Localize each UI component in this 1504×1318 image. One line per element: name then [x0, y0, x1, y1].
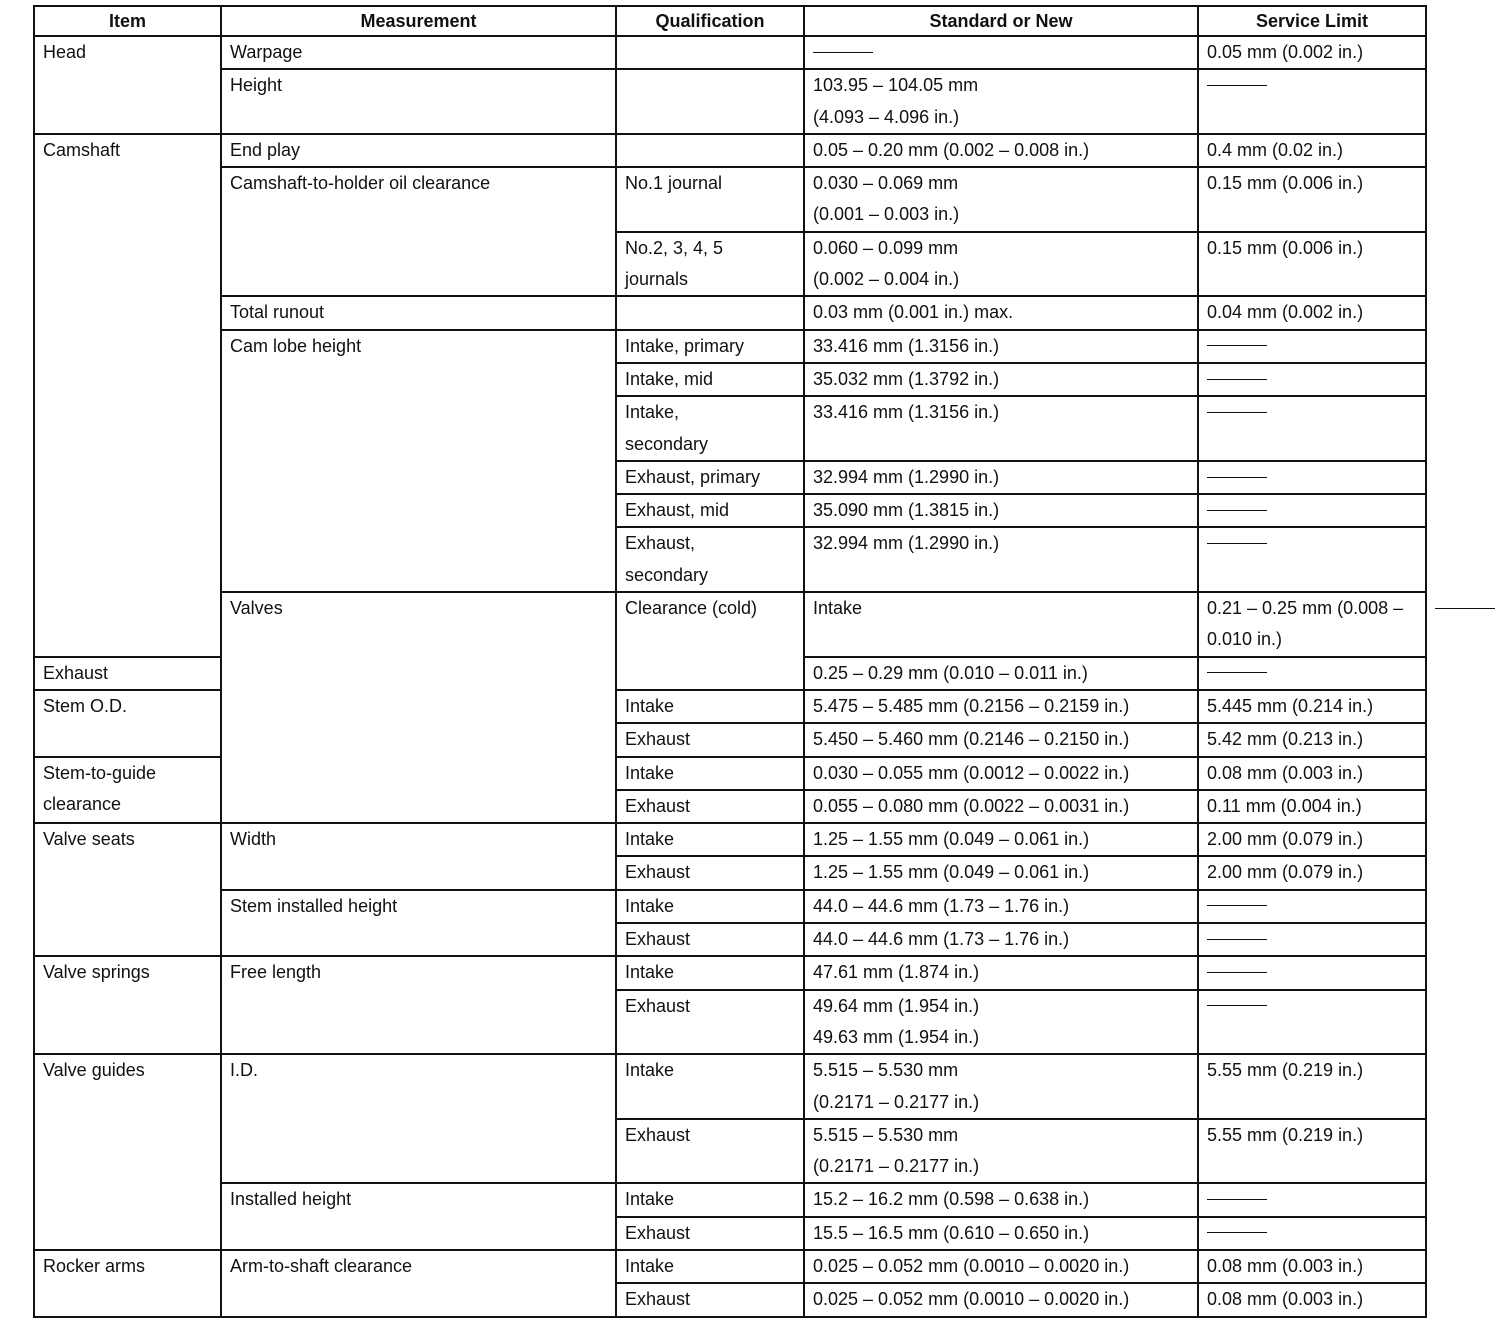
standard-cell: 103.95 – 104.05 mm (4.093 – 4.096 in.) — [804, 69, 1198, 134]
qualification-cell: Exhaust — [616, 723, 804, 756]
dash-mark — [1207, 1232, 1267, 1233]
limit-cell — [1198, 1217, 1426, 1250]
standard-cell: 0.03 mm (0.001 in.) max. — [804, 296, 1198, 329]
qualification-cell: Exhaust — [616, 1217, 804, 1250]
table-row — [34, 1054, 1426, 1119]
qualification-cell: Intake — [804, 592, 1198, 657]
header-standard: Standard or New — [804, 6, 1198, 36]
standard-cell: 32.994 mm (1.2990 in.) — [804, 527, 1198, 592]
qualification-cell — [616, 36, 804, 69]
measurement-cell: Arm-to-shaft clearance — [221, 1250, 616, 1317]
limit-cell: 5.445 mm (0.214 in.) — [1198, 690, 1426, 723]
limit-cell — [1198, 396, 1426, 461]
limit-cell — [1198, 494, 1426, 527]
dash-mark — [1207, 1199, 1267, 1200]
limit-cell: 0.11 mm (0.004 in.) — [1198, 790, 1426, 823]
standard-cell: 33.416 mm (1.3156 in.) — [804, 396, 1198, 461]
limit-cell — [1198, 363, 1426, 396]
table-row — [34, 296, 1426, 329]
qualification-cell — [616, 296, 804, 329]
measurement-cell: Total runout — [221, 296, 616, 329]
limit-cell: 0.05 mm (0.002 in.) — [1198, 36, 1426, 69]
limit-cell: 2.00 mm (0.079 in.) — [1198, 823, 1426, 856]
standard-cell: 0.21 – 0.25 mm (0.008 – 0.010 in.) — [1198, 592, 1426, 657]
limit-cell: 5.55 mm (0.219 in.) — [1198, 1119, 1426, 1184]
standard-cell: 5.475 – 5.485 mm (0.2156 – 0.2159 in.) — [804, 690, 1198, 723]
limit-cell — [1198, 461, 1426, 494]
qualification-cell — [616, 69, 804, 134]
limit-cell — [1198, 956, 1426, 989]
dash-mark — [1207, 345, 1267, 346]
table-row — [34, 330, 1426, 363]
measurement-cell: Height — [221, 69, 616, 134]
measurement-cell: Clearance (cold) — [616, 592, 804, 690]
header-row — [34, 6, 1426, 36]
table-row — [34, 1250, 1426, 1283]
qualification-cell: Intake — [616, 757, 804, 790]
qualification-cell: No.2, 3, 4, 5 journals — [616, 232, 804, 297]
dash-mark — [1207, 672, 1267, 673]
table-row — [34, 1183, 1426, 1216]
dash-mark — [1435, 608, 1495, 609]
limit-cell — [1198, 657, 1426, 690]
table-row — [34, 134, 1426, 167]
qualification-cell: Intake, mid — [616, 363, 804, 396]
measurement-cell: Cam lobe height — [221, 330, 616, 592]
dash-mark — [1207, 510, 1267, 511]
table-row — [34, 36, 1426, 69]
measurement-cell: Stem-to-guide clearance — [34, 757, 221, 824]
standard-cell: 49.64 mm (1.954 in.) 49.63 mm (1.954 in.) — [804, 990, 1198, 1055]
item-cell: Valve seats — [34, 823, 221, 956]
qualification-cell: Exhaust, mid — [616, 494, 804, 527]
limit-cell — [1198, 1183, 1426, 1216]
limit-cell — [1198, 990, 1426, 1055]
standard-cell: 1.25 – 1.55 mm (0.049 – 0.061 in.) — [804, 823, 1198, 856]
limit-cell: 2.00 mm (0.079 in.) — [1198, 856, 1426, 889]
item-cell: Valves — [221, 592, 616, 823]
item-cell: Camshaft — [34, 134, 221, 657]
qualification-cell: Intake — [616, 690, 804, 723]
standard-cell: 32.994 mm (1.2990 in.) — [804, 461, 1198, 494]
table-row — [34, 823, 1426, 856]
standard-cell: 0.025 – 0.052 mm (0.0010 – 0.0020 in.) — [804, 1283, 1198, 1316]
qualification-cell: Exhaust — [34, 657, 221, 690]
standard-cell: 5.515 – 5.530 mm (0.2171 – 0.2177 in.) — [804, 1119, 1198, 1184]
limit-cell: 0.08 mm (0.003 in.) — [1198, 757, 1426, 790]
standard-cell: 15.2 – 16.2 mm (0.598 – 0.638 in.) — [804, 1183, 1198, 1216]
measurement-cell: Width — [221, 823, 616, 890]
standard-cell: 35.090 mm (1.3815 in.) — [804, 494, 1198, 527]
qualification-cell: Exhaust, primary — [616, 461, 804, 494]
limit-cell — [1198, 527, 1426, 592]
measurement-cell: Free length — [221, 956, 616, 1054]
limit-cell: 0.04 mm (0.002 in.) — [1198, 296, 1426, 329]
qualification-cell: Exhaust — [616, 1119, 804, 1184]
dash-mark — [1207, 379, 1267, 380]
dash-mark — [1207, 1005, 1267, 1006]
limit-cell — [1198, 923, 1426, 956]
standard-cell: 0.025 – 0.052 mm (0.0010 – 0.0020 in.) — [804, 1250, 1198, 1283]
limit-cell: 0.4 mm (0.02 in.) — [1198, 134, 1426, 167]
measurement-cell: I.D. — [221, 1054, 616, 1183]
limit-cell — [1198, 69, 1426, 134]
item-cell: Rocker arms — [34, 1250, 221, 1317]
table-row — [34, 592, 1426, 657]
standard-cell: 0.055 – 0.080 mm (0.0022 – 0.0031 in.) — [804, 790, 1198, 823]
table-row — [34, 69, 1426, 134]
qualification-cell: Exhaust — [616, 923, 804, 956]
limit-cell: 0.08 mm (0.003 in.) — [1198, 1250, 1426, 1283]
standard-cell: 44.0 – 44.6 mm (1.73 – 1.76 in.) — [804, 890, 1198, 923]
table-row — [34, 956, 1426, 989]
qualification-cell: Intake — [616, 1183, 804, 1216]
header-limit: Service Limit — [1198, 6, 1426, 36]
standard-cell: 35.032 mm (1.3792 in.) — [804, 363, 1198, 396]
spec-table — [33, 5, 1427, 1318]
standard-cell: 5.515 – 5.530 mm (0.2171 – 0.2177 in.) — [804, 1054, 1198, 1119]
standard-cell: 0.030 – 0.069 mm (0.001 – 0.003 in.) — [804, 167, 1198, 232]
measurement-cell: Stem O.D. — [34, 690, 221, 757]
measurement-cell: Warpage — [221, 36, 616, 69]
table-row — [34, 890, 1426, 923]
dash-mark — [1207, 972, 1267, 973]
standard-cell: 33.416 mm (1.3156 in.) — [804, 330, 1198, 363]
standard-cell — [804, 36, 1198, 69]
qualification-cell: Exhaust — [616, 1283, 804, 1316]
standard-cell: 15.5 – 16.5 mm (0.610 – 0.650 in.) — [804, 1217, 1198, 1250]
limit-cell: 5.42 mm (0.213 in.) — [1198, 723, 1426, 756]
limit-cell: 5.55 mm (0.219 in.) — [1198, 1054, 1426, 1119]
dash-mark — [813, 52, 873, 53]
qualification-cell: Exhaust — [616, 790, 804, 823]
limit-cell — [1198, 330, 1426, 363]
qualification-cell: Exhaust — [616, 990, 804, 1055]
table-row — [34, 167, 1426, 232]
qualification-cell: Intake, primary — [616, 330, 804, 363]
measurement-cell: Installed height — [221, 1183, 616, 1250]
dash-mark — [1207, 477, 1267, 478]
qualification-cell — [616, 134, 804, 167]
qualification-cell: Intake — [616, 1250, 804, 1283]
qualification-cell: Intake — [616, 956, 804, 989]
qualification-cell: No.1 journal — [616, 167, 804, 232]
item-cell: Head — [34, 36, 221, 134]
dash-mark — [1207, 543, 1267, 544]
standard-cell: 44.0 – 44.6 mm (1.73 – 1.76 in.) — [804, 923, 1198, 956]
dash-mark — [1207, 905, 1267, 906]
limit-cell: 0.08 mm (0.003 in.) — [1198, 1283, 1426, 1316]
qualification-cell: Intake — [616, 1054, 804, 1119]
item-cell: Valve guides — [34, 1054, 221, 1250]
measurement-cell: Camshaft-to-holder oil clearance — [221, 167, 616, 296]
dash-mark — [1207, 412, 1267, 413]
limit-cell — [1198, 890, 1426, 923]
limit-cell: 0.15 mm (0.006 in.) — [1198, 167, 1426, 232]
standard-cell: 0.030 – 0.055 mm (0.0012 – 0.0022 in.) — [804, 757, 1198, 790]
header-measurement: Measurement — [221, 6, 616, 36]
qualification-cell: Exhaust, secondary — [616, 527, 804, 592]
qualification-cell: Intake, secondary — [616, 396, 804, 461]
header-qualification: Qualification — [616, 6, 804, 36]
standard-cell: 5.450 – 5.460 mm (0.2146 – 0.2150 in.) — [804, 723, 1198, 756]
standard-cell: 1.25 – 1.55 mm (0.049 – 0.061 in.) — [804, 856, 1198, 889]
standard-cell: 0.05 – 0.20 mm (0.002 – 0.008 in.) — [804, 134, 1198, 167]
limit-cell: 0.15 mm (0.006 in.) — [1198, 232, 1426, 297]
qualification-cell: Intake — [616, 890, 804, 923]
dash-mark — [1207, 85, 1267, 86]
header-item: Item — [34, 6, 221, 36]
measurement-cell: Stem installed height — [221, 890, 616, 957]
standard-cell: 0.060 – 0.099 mm (0.002 – 0.004 in.) — [804, 232, 1198, 297]
item-cell: Valve springs — [34, 956, 221, 1054]
qualification-cell: Exhaust — [616, 856, 804, 889]
qualification-cell: Intake — [616, 823, 804, 856]
measurement-cell: End play — [221, 134, 616, 167]
dash-mark — [1207, 939, 1267, 940]
standard-cell: 0.25 – 0.29 mm (0.010 – 0.011 in.) — [804, 657, 1198, 690]
standard-cell: 47.61 mm (1.874 in.) — [804, 956, 1198, 989]
